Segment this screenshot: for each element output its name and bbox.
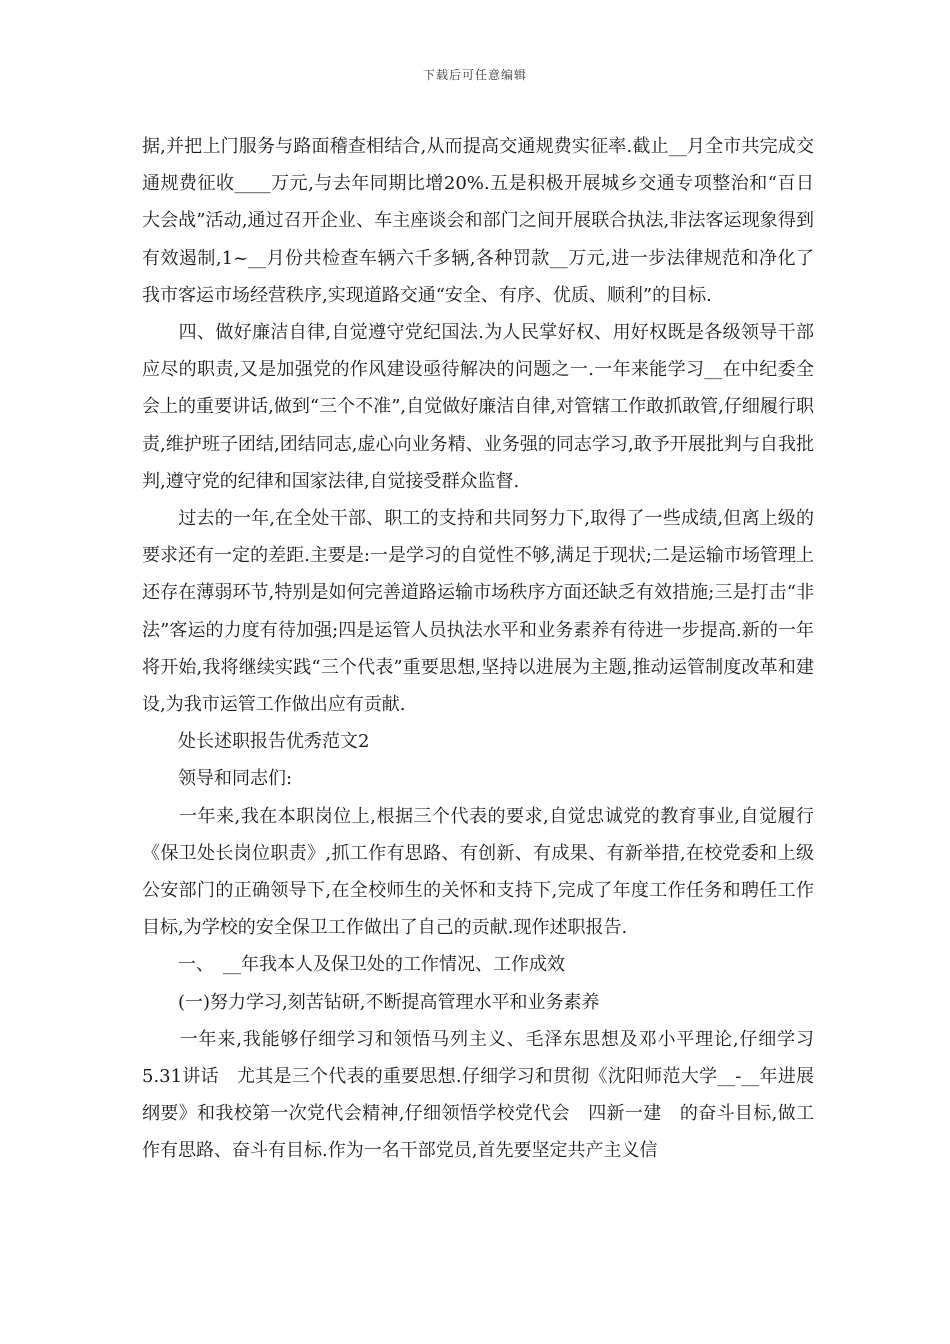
heading-level-2: (一)努力学习,刻苦钻研,不断提高管理水平和业务素养 <box>142 991 600 1013</box>
paragraph-study: 一年来,我能够仔细学习和领悟马列主义、毛泽东思想及邓小平理论,仔细学习 5.31讲话 尤其是三个代表的重要思想.仔细学习和贯彻《沈阳师范大学__-__年进展纲要》和我校第一次党代会精神,仔细领悟学校党代会 四新一建 的奋斗目标,做工作有思路、奋斗有目标.作为一名干部党员,首先要坚定共产主义信 <box>142 1028 832 1162</box>
paragraph-traffic-fees: 据,并把上门服务与路面稽查相结合,从而提高交通规费实征率.截止__月全市共完成交通规费征收____万元,与去年同期比增20%.五是积极开展城乡交通专项整治和“百日大会战”活动,通过召开企业、车主座谈会和部门之间开展联合执法,非法客运现象得到有效遏制,1~__月份共检查车辆六千多辆,各种罚款__万元,进一步法律规范和净化了我市客运市场经营秩序,实现道路交通“安全、有序、优质、顺利”的目标. <box>142 136 814 306</box>
heading-level-1: 一、 __年我本人及保卫处的工作情况、工作成效 <box>142 954 565 976</box>
page-header-note: 下载后可任意编辑 <box>422 68 527 82</box>
salutation: 领导和同志们: <box>142 768 293 790</box>
paragraph-integrity: 四、做好廉洁自律,自觉遵守党纪国法.为人民掌好权、用好权既是各级领导干部应尽的职责,又是加强党的作风建设亟待解决的问题之一.一年来能学习__在中纪委全会上的重要讲话,做到“三个不准”,自觉做好廉洁自律,对管辖工作敢抓敢管,仔细履行职责,维护班子团结,团结同志,虚心向业务精、业务强的同志学习,敢予开展批判与自我批判,遵守党的纪律和国家法律,自觉接受群众监督. <box>142 322 814 492</box>
paragraph-intro: 一年来,我在本职岗位上,根据三个代表的要求,自觉忠诚党的教育事业,自觉履行《保卫处长岗位职责》,抓工作有思路、有创新、有成果、有新举措,在校党委和上级公安部门的正确领导下,在全校师生的关怀和支持下,完成了年度工作任务和聘任工作目标,为学校的安全保卫工作做出了自己的贡献.现作述职报告. <box>142 805 814 939</box>
document-body <box>142 128 832 1170</box>
section-title: 处长述职报告优秀范文2 <box>142 731 370 753</box>
paragraph-past-year: 过去的一年,在全处干部、职工的支持和共同努力下,取得了一些成绩,但离上级的要求还有一定的差距.主要是:一是学习的自觉性不够,满足于现状;二是运输市场管理上还存在薄弱环节,特别是如何完善道路运输市场秩序方面还缺乏有效措施;三是打击“非法”客运的力度有待加强;四是运管人员执法水平和业务素养有待进一步提高.新的一年将开始,我将继续实践“三个代表”重要思想,坚持以进展为主题,推动运管制度改革和建设,为我市运管工作做出应有贡献. <box>142 508 814 716</box>
